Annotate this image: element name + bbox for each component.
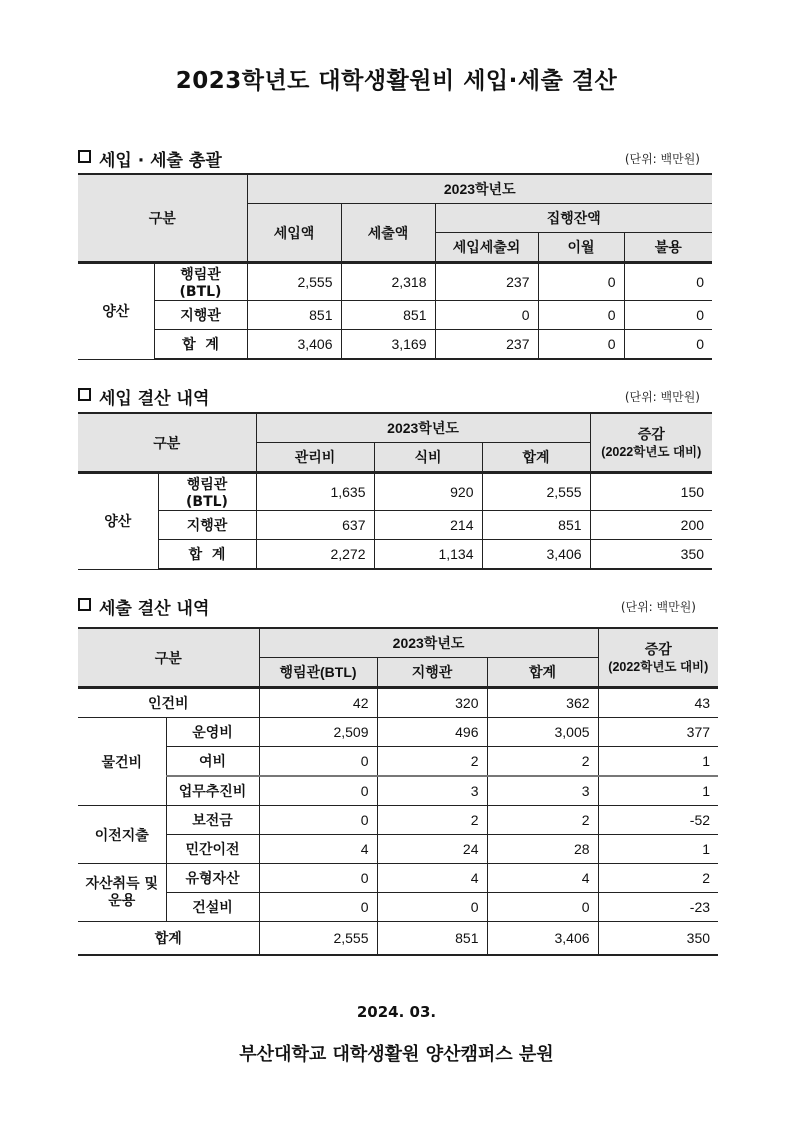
table-row — [78, 806, 718, 835]
cell-change: 350 — [590, 540, 712, 570]
cell-jihang: 0 — [377, 893, 487, 922]
cell-non-budget: 237 — [435, 330, 538, 360]
cell-btl: 42 — [259, 688, 377, 718]
section-title: 세입 · 세출 총괄 — [99, 151, 222, 171]
section-title: 세입 결산 내역 — [99, 389, 210, 409]
header-change — [590, 413, 712, 473]
cell-total: 2,555 — [482, 473, 590, 511]
section-summary-heading — [78, 146, 718, 172]
cell-jihang: 2 — [377, 806, 487, 835]
unit-label: (단위: 백만원) — [624, 152, 700, 166]
table-row — [78, 511, 712, 540]
cell-mgmt: 637 — [256, 511, 374, 540]
header-category: 구분 — [78, 413, 256, 473]
row-label: 유형자산 — [166, 864, 259, 893]
cell-btl: 0 — [259, 806, 377, 835]
table-row — [78, 473, 712, 511]
table-row — [78, 301, 712, 330]
cell-expenditure: 3,169 — [341, 330, 435, 360]
header-mgmt: 관리비 — [256, 443, 374, 473]
cell-total: 2 — [487, 747, 598, 777]
cell-carryover: 0 — [538, 263, 624, 301]
cell-total: 28 — [487, 835, 598, 864]
cell-total: 2 — [487, 806, 598, 835]
cell-total: 0 — [487, 893, 598, 922]
row-label: 운영비 — [166, 718, 259, 747]
table-row — [78, 776, 718, 806]
cell-change: 43 — [598, 688, 718, 718]
cell-jihang: 2 — [377, 747, 487, 777]
cell-change: 2 — [598, 864, 718, 893]
summary-table — [78, 173, 712, 360]
cell-revenue: 851 — [247, 301, 341, 330]
cell-total: 3 — [487, 776, 598, 806]
table-row — [78, 747, 718, 777]
section-revenue-heading — [78, 384, 718, 410]
table-row — [78, 864, 718, 893]
header-non-budget: 세입세출외 — [435, 233, 538, 263]
group-label: 양산 — [78, 473, 158, 570]
cell-btl: 0 — [259, 776, 377, 806]
group-label: 자산취득 및 운용 — [78, 864, 166, 922]
table-row-personnel — [78, 688, 718, 718]
cell-non-budget: 0 — [435, 301, 538, 330]
cell-change: -52 — [598, 806, 718, 835]
row-label: 행림관(BTL) — [154, 263, 247, 301]
cell-jihang: 320 — [377, 688, 487, 718]
header-revenue: 세입액 — [247, 204, 341, 263]
document-title: 2023학년도 대학생활원비 세입·세출 결산 — [175, 68, 618, 94]
header-jihang: 지행관 — [377, 658, 487, 688]
row-label: 지행관 — [154, 301, 247, 330]
header-category: 구분 — [78, 628, 259, 688]
unit-label: (단위: 백만원) — [624, 390, 700, 404]
cell-change: 1 — [598, 776, 718, 806]
table-row — [78, 263, 712, 301]
cell-total: 3,005 — [487, 718, 598, 747]
cell-jihang: 851 — [377, 922, 487, 956]
cell-btl: 0 — [259, 864, 377, 893]
header-year: 2023학년도 — [256, 413, 590, 443]
cell-change: 350 — [598, 922, 718, 956]
cell-jihang: 3 — [377, 776, 487, 806]
cell-mgmt: 2,272 — [256, 540, 374, 570]
checkbox-square-icon — [78, 598, 91, 611]
cell-total: 362 — [487, 688, 598, 718]
revenue-table — [78, 412, 712, 570]
header-change-sub: (2022학년도 대비) — [601, 444, 702, 459]
header-unused: 불용 — [624, 233, 712, 263]
cell-unused: 0 — [624, 263, 712, 301]
row-label: 민간이전 — [166, 835, 259, 864]
cell-revenue: 2,555 — [247, 263, 341, 301]
row-label: 합 계 — [154, 330, 247, 360]
header-expenditure: 세출액 — [341, 204, 435, 263]
header-year: 2023학년도 — [259, 628, 598, 658]
header-change — [598, 628, 718, 688]
cell-change: 200 — [590, 511, 712, 540]
row-label: 지행관 — [158, 511, 256, 540]
cell-total: 3,406 — [487, 922, 598, 956]
table-row — [78, 835, 718, 864]
cell-total: 4 — [487, 864, 598, 893]
cell-btl: 0 — [259, 747, 377, 777]
cell-jihang: 24 — [377, 835, 487, 864]
cell-unused: 0 — [624, 330, 712, 360]
cell-food: 1,134 — [374, 540, 482, 570]
row-label: 합계 — [78, 922, 259, 956]
cell-change: 1 — [598, 835, 718, 864]
cell-btl: 4 — [259, 835, 377, 864]
cell-total: 3,406 — [482, 540, 590, 570]
header-btl: 행림관(BTL) — [259, 658, 377, 688]
footer-organization: 부산대학교 대학생활원 양산캠퍼스 분원 — [239, 1044, 554, 1065]
row-label: 건설비 — [166, 893, 259, 922]
table-row-total — [78, 540, 712, 570]
header-change-label: 증감 — [644, 640, 672, 657]
header-category: 구분 — [78, 174, 247, 263]
table-row-total — [78, 922, 718, 956]
header-balance: 집행잔액 — [435, 204, 712, 233]
expenditure-table — [78, 627, 718, 956]
cell-non-budget: 237 — [435, 263, 538, 301]
group-label: 물건비 — [78, 718, 166, 806]
cell-jihang: 4 — [377, 864, 487, 893]
cell-revenue: 3,406 — [247, 330, 341, 360]
checkbox-square-icon — [78, 388, 91, 401]
row-label: 보전금 — [166, 806, 259, 835]
cell-btl: 0 — [259, 893, 377, 922]
checkbox-square-icon — [78, 150, 91, 163]
header-food: 식비 — [374, 443, 482, 473]
unit-label: (단위: 백만원) — [620, 600, 696, 614]
header-change-sub: (2022학년도 대비) — [608, 659, 709, 674]
cell-change: 377 — [598, 718, 718, 747]
footer-date: 2024. 03. — [356, 1003, 437, 1021]
cell-jihang: 496 — [377, 718, 487, 747]
cell-change: 150 — [590, 473, 712, 511]
header-change-label: 증감 — [637, 425, 665, 442]
section-title: 세출 결산 내역 — [99, 599, 210, 619]
cell-total: 851 — [482, 511, 590, 540]
header-carryover: 이월 — [538, 233, 624, 263]
cell-food: 214 — [374, 511, 482, 540]
cell-expenditure: 851 — [341, 301, 435, 330]
row-label: 업무추진비 — [166, 776, 259, 806]
cell-btl: 2,509 — [259, 718, 377, 747]
cell-mgmt: 1,635 — [256, 473, 374, 511]
header-total: 합계 — [482, 443, 590, 473]
cell-change: 1 — [598, 747, 718, 777]
cell-btl: 2,555 — [259, 922, 377, 956]
row-label: 합 계 — [158, 540, 256, 570]
row-label: 인건비 — [78, 688, 259, 718]
table-row — [78, 893, 718, 922]
cell-expenditure: 2,318 — [341, 263, 435, 301]
group-label: 양산 — [78, 263, 154, 360]
header-year: 2023학년도 — [247, 174, 712, 204]
header-total: 합계 — [487, 658, 598, 688]
cell-carryover: 0 — [538, 301, 624, 330]
table-row-total — [78, 330, 712, 360]
section-expenditure-heading — [78, 594, 718, 620]
cell-food: 920 — [374, 473, 482, 511]
row-label: 행림관(BTL) — [158, 473, 256, 511]
row-label: 여비 — [166, 747, 259, 777]
cell-change: -23 — [598, 893, 718, 922]
table-row — [78, 718, 718, 747]
group-label: 이전지출 — [78, 806, 166, 864]
cell-unused: 0 — [624, 301, 712, 330]
cell-carryover: 0 — [538, 330, 624, 360]
